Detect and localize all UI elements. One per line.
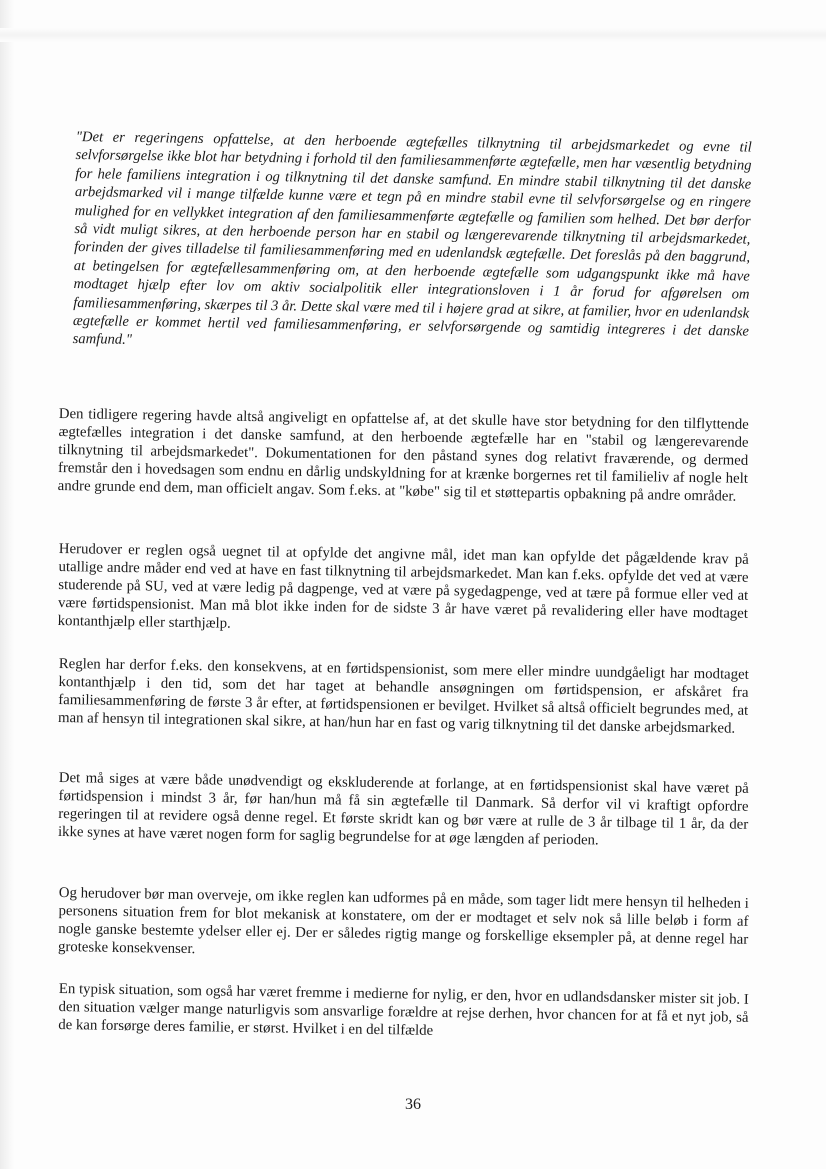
body-paragraph: Herudover er reglen også uegnet til at opfylde det angivne mål, idet man kan opfylde det pågældende krav på utallige andre måder end ved at have en fast tilknytning til arbejdsmarkedet. Man kan f.eks. opfylde det ved at være studerende på SU, ved at være ledig på dagpenge, ved at være på sygedagpenge, ved at tære på formue eller ved at være førtidspensionist. Man må blot ikke inden for de sidste 3 år have været på revalidering eller have modtaget kontanthjælp eller starthjælp.: [57, 540, 749, 633]
page-number: 36: [405, 1096, 421, 1113]
quote-block: "Det er regeringens opfattelse, at den herboende ægtefælles tilknytning til arbejdsmarkedet og evne til selvforsørgelse ikke blot har betydning i forhold til den familiesammenførte ægtefælle, men har væsentlig betydning for hele familiens integration i og tilknytning til det danske samfund. En mindre stabil tilknytning til det danske arbejdsmarked vil i mange tilfælde kunne være et tegn på en mindre stabil evne til selvforsørgelse og en ringere mulighed for en vellykket integration af den familiesammenførte ægtefælle og familien som helhed. Det bør derfor så vidt muligt sikres, at den herboende person har en stabil og længerevarende tilknytning til arbejdsmarkedet, forinden der gives tilladelse til familiesammenføring med en udenlandsk ægtefælle. Det foreslås på den baggrund, at betingelsen for ægtefællesammenføring om, at den herboende ægtefælle som udgangspunkt ikke må have modtaget hjælp efter lov om aktiv socialpolitik eller integrationsloven i 1 år forud for afgørelsen om familiesammenføring, skærpes til 3 år. Dette skal være med til i højere grad at sikre, at familier, hvor en udenlandsk ægtefælle er kommet hertil ved familiesammenføring, er selvforsørgende og samtidig integreres i det danske samfund.": [72, 128, 752, 349]
body-paragraph: Reglen har derfor f.eks. den konsekvens, at en førtidspensionist, som mere eller mindre uundgåeligt har modtaget kontanthjælp i den tid, som det har taget at behandle ansøgningen om førtidspension, er afskåret fra familiesammenføring de første 3 år efter, at førtidspensionen er bevilget. Hvilket så altså officielt begrundes med, at man af hensyn til integrationen skal sikre, at han/hun har en fast og varig tilknytning til det danske arbejdsmarked.: [57, 655, 749, 737]
body-paragraph: En typisk situation, som også har været fremme i medierne for nylig, er den, hvor en udlandsdansker mister sit job. I den situation vælger mange naturligvis som ansvarlige forældre at rejse derhen, hvor chancen for at få et nyt job, så de kan forsørge deres familie, er størst. Hvilket i en del tilfælde: [58, 980, 749, 1040]
scan-artifact-band: [0, 28, 826, 42]
body-paragraph: Den tidligere regering havde altså angiveligt en opfattelse af, at det skulle have stor betydning for den tilflyttende ægtefælles integration i det danske samfund, at den herboende ægtefælle har en "stabil og længerevarende tilknytning til arbejdsmarkedet". Dokumentationen for den påstand synes dog relativt fraværende, og dermed fremstår den i hovedsagen som endnu en dårlig undskyldning for at krænke borgernes ret til familieliv af nogle helt andre grunde end dem, man officielt angav. Som f.eks. at "købe" sig til et støttepartis opbakning på andre områder.: [57, 405, 749, 506]
body-paragraph: Det må siges at være både unødvendigt og ekskluderende at forlange, at en førtidspensionist skal have været på førtidspension i mindst 3 år, før han/hun må få sin ægtefælle til Danmark. Så derfor vil vi kraftigt opfordre regeringen til at revidere også denne regel. Et første skridt kan og bør være at rulle de 3 år tilbage til 1 år, da der ikke synes at have været nogen form for saglig begrundelse for at øge længden af perioden.: [57, 769, 749, 849]
body-paragraph: Og herudover bør man overveje, om ikke reglen kan udformes på en måde, som tager lidt mere hensyn til helheden i personens situation frem for blot mekanisk at konstatere, om der er modtaget et selv nok så lille beløb i form af nogle ganske bestemte ydelser eller ej. Der er således rigtig mange og forskellige eksempler på, at denne regel har groteske konsekvenser.: [57, 884, 749, 958]
scan-shadow-edge: [0, 0, 14, 1169]
